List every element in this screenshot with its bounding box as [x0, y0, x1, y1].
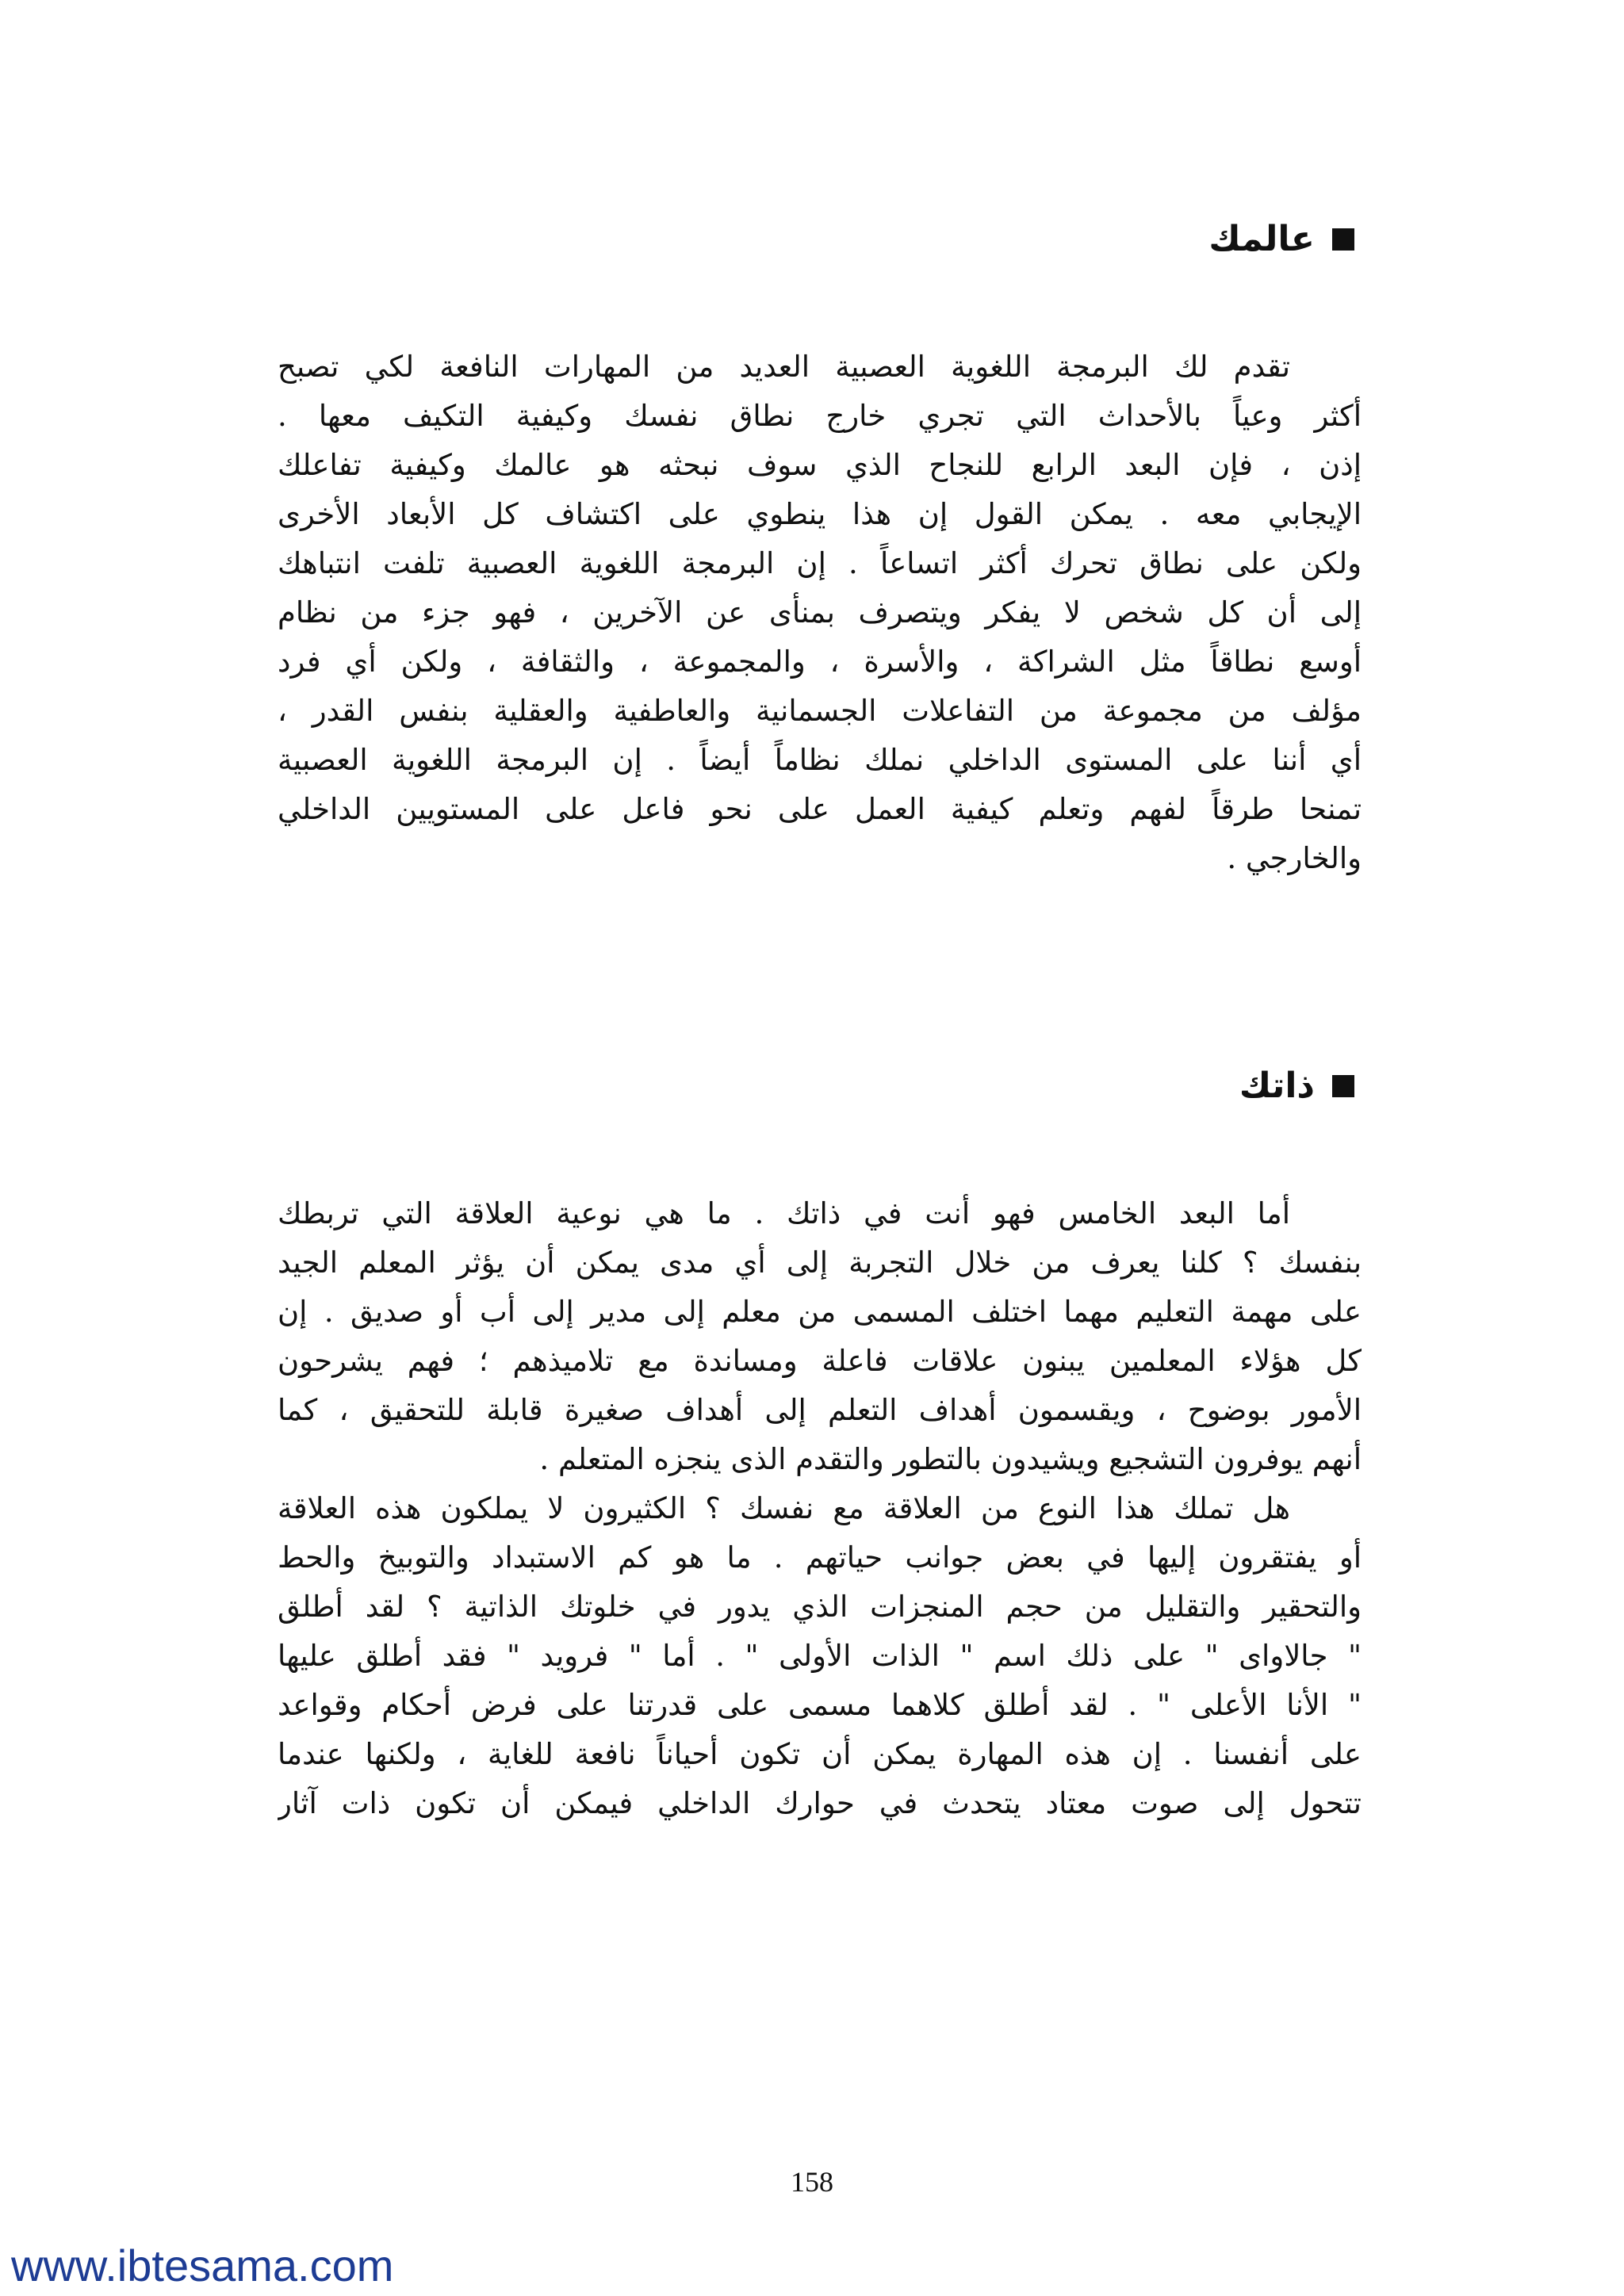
text-line: على مهمة التعليم مهما اختلف المسمى من معلم إلى مدير إلى أب أو صديق . إن — [278, 1295, 1362, 1329]
square-bullet-icon — [1332, 1075, 1354, 1097]
text-line: أنهم يوفرون التشجيع ويشيدون بالتطور والتقدم الذى ينجزه المتعلم . — [539, 1442, 1362, 1476]
text-line: مؤلف من مجموعة من التفاعلات الجسمانية والعاطفية والعقلية بنفس القدر ، — [278, 694, 1362, 728]
text-line: تقدم لك البرمجة اللغوية العصبية العديد من المهارات النافعة لكي تصبح — [278, 350, 1290, 384]
text-line: الأمور بوضوح ، ويقسمون أهداف التعلم إلى أهداف صغيرة قابلة للتحقيق ، كما — [278, 1393, 1362, 1427]
square-bullet-icon — [1332, 228, 1354, 251]
text-line: تتحول إلى صوت معتاد يتحدث في حوارك الداخلي فيمكن أن تكون ذات آثار — [278, 1786, 1362, 1820]
text-line: أما البعد الخامس فهو أنت في ذاتك . ما هي نوعية العلاقة التي تربطك — [278, 1196, 1290, 1230]
text-line: الإيجابي معه . يمكن القول إن هذا ينطوي على اكتشاف كل الأبعاد الأخرى — [278, 497, 1362, 531]
heading-text: عالمك — [1208, 219, 1315, 259]
text-line: والخارجي . — [1227, 841, 1362, 875]
page-number: 158 — [791, 2166, 833, 2198]
text-line: إذن ، فإن البعد الرابع للنجاح الذي سوف نبحثه هو عالمك وكيفية تفاعلك — [278, 448, 1362, 482]
text-line: " الأنا الأعلى " . لقد أطلق كلاهما مسمى على قدرتنا على فرض أحكام وقواعد — [278, 1688, 1362, 1722]
text-line: ولكن على نطاق تحرك أكثر اتساعاً . إن البرمجة اللغوية العصبية تلفت انتباهك — [278, 546, 1362, 580]
text-line: " جالاواى " على ذلك اسم " الذات الأولى " . أما " فرويد " فقد أطلق عليها — [278, 1639, 1362, 1673]
text-line: كل هؤلاء المعلمين يبنون علاقات فاعلة ومساندة مع تلاميذهم ؛ فهم يشرحون — [278, 1344, 1362, 1378]
text-line: أكثر وعياً بالأحداث التي تجري خارج نطاق نفسك وكيفية التكيف معها . — [278, 399, 1362, 433]
watermark-url: www.ibtesama.com — [11, 2241, 394, 2290]
section-heading-your-world — [1208, 216, 1354, 263]
text-line: والتحقير والتقليل من حجم المنجزات الذي يدور في خلوتك الذاتية ؟ لقد أطلق — [278, 1590, 1362, 1624]
section-body-your-world — [278, 342, 1362, 883]
text-line: أو يفتقرون إليها في بعض جوانب حياتهم . ما هو كم الاستبداد والتوبيخ والحط — [278, 1540, 1362, 1575]
text-line: هل تملك هذا النوع من العلاقة مع نفسك ؟ الكثيرون لا يملكون هذه العلاقة — [278, 1491, 1290, 1525]
heading-text: ذاتك — [1239, 1066, 1315, 1106]
text-line: أوسع نطاقاً مثل الشراكة ، والأسرة ، والمجموعة ، والثقافة ، ولكن أي فرد — [278, 645, 1362, 679]
text-line: أي أننا على المستوى الداخلي نملك نظاماً أيضاً . إن البرمجة اللغوية العصبية — [278, 743, 1362, 777]
text-line: إلى أن كل شخص لا يفكر ويتصرف بمنأى عن الآخرين ، فهو جزء من نظام — [278, 595, 1362, 629]
text-line: بنفسك ؟ كلنا يعرف من خلال التجربة إلى أي مدى يمكن أن يؤثر المعلم الجيد — [278, 1246, 1362, 1280]
section-heading-yourself — [1239, 1062, 1354, 1110]
text-line: تمنحا طرقاً لفهم وتعلم كيفية العمل على نحو فاعل على المستويين الداخلي — [278, 792, 1362, 826]
section-body-yourself — [278, 1189, 1362, 1828]
text-line: على أنفسنا . إن هذه المهارة يمكن أن تكون أحياناً نافعة للغاية ، ولكنها عندما — [278, 1737, 1362, 1771]
